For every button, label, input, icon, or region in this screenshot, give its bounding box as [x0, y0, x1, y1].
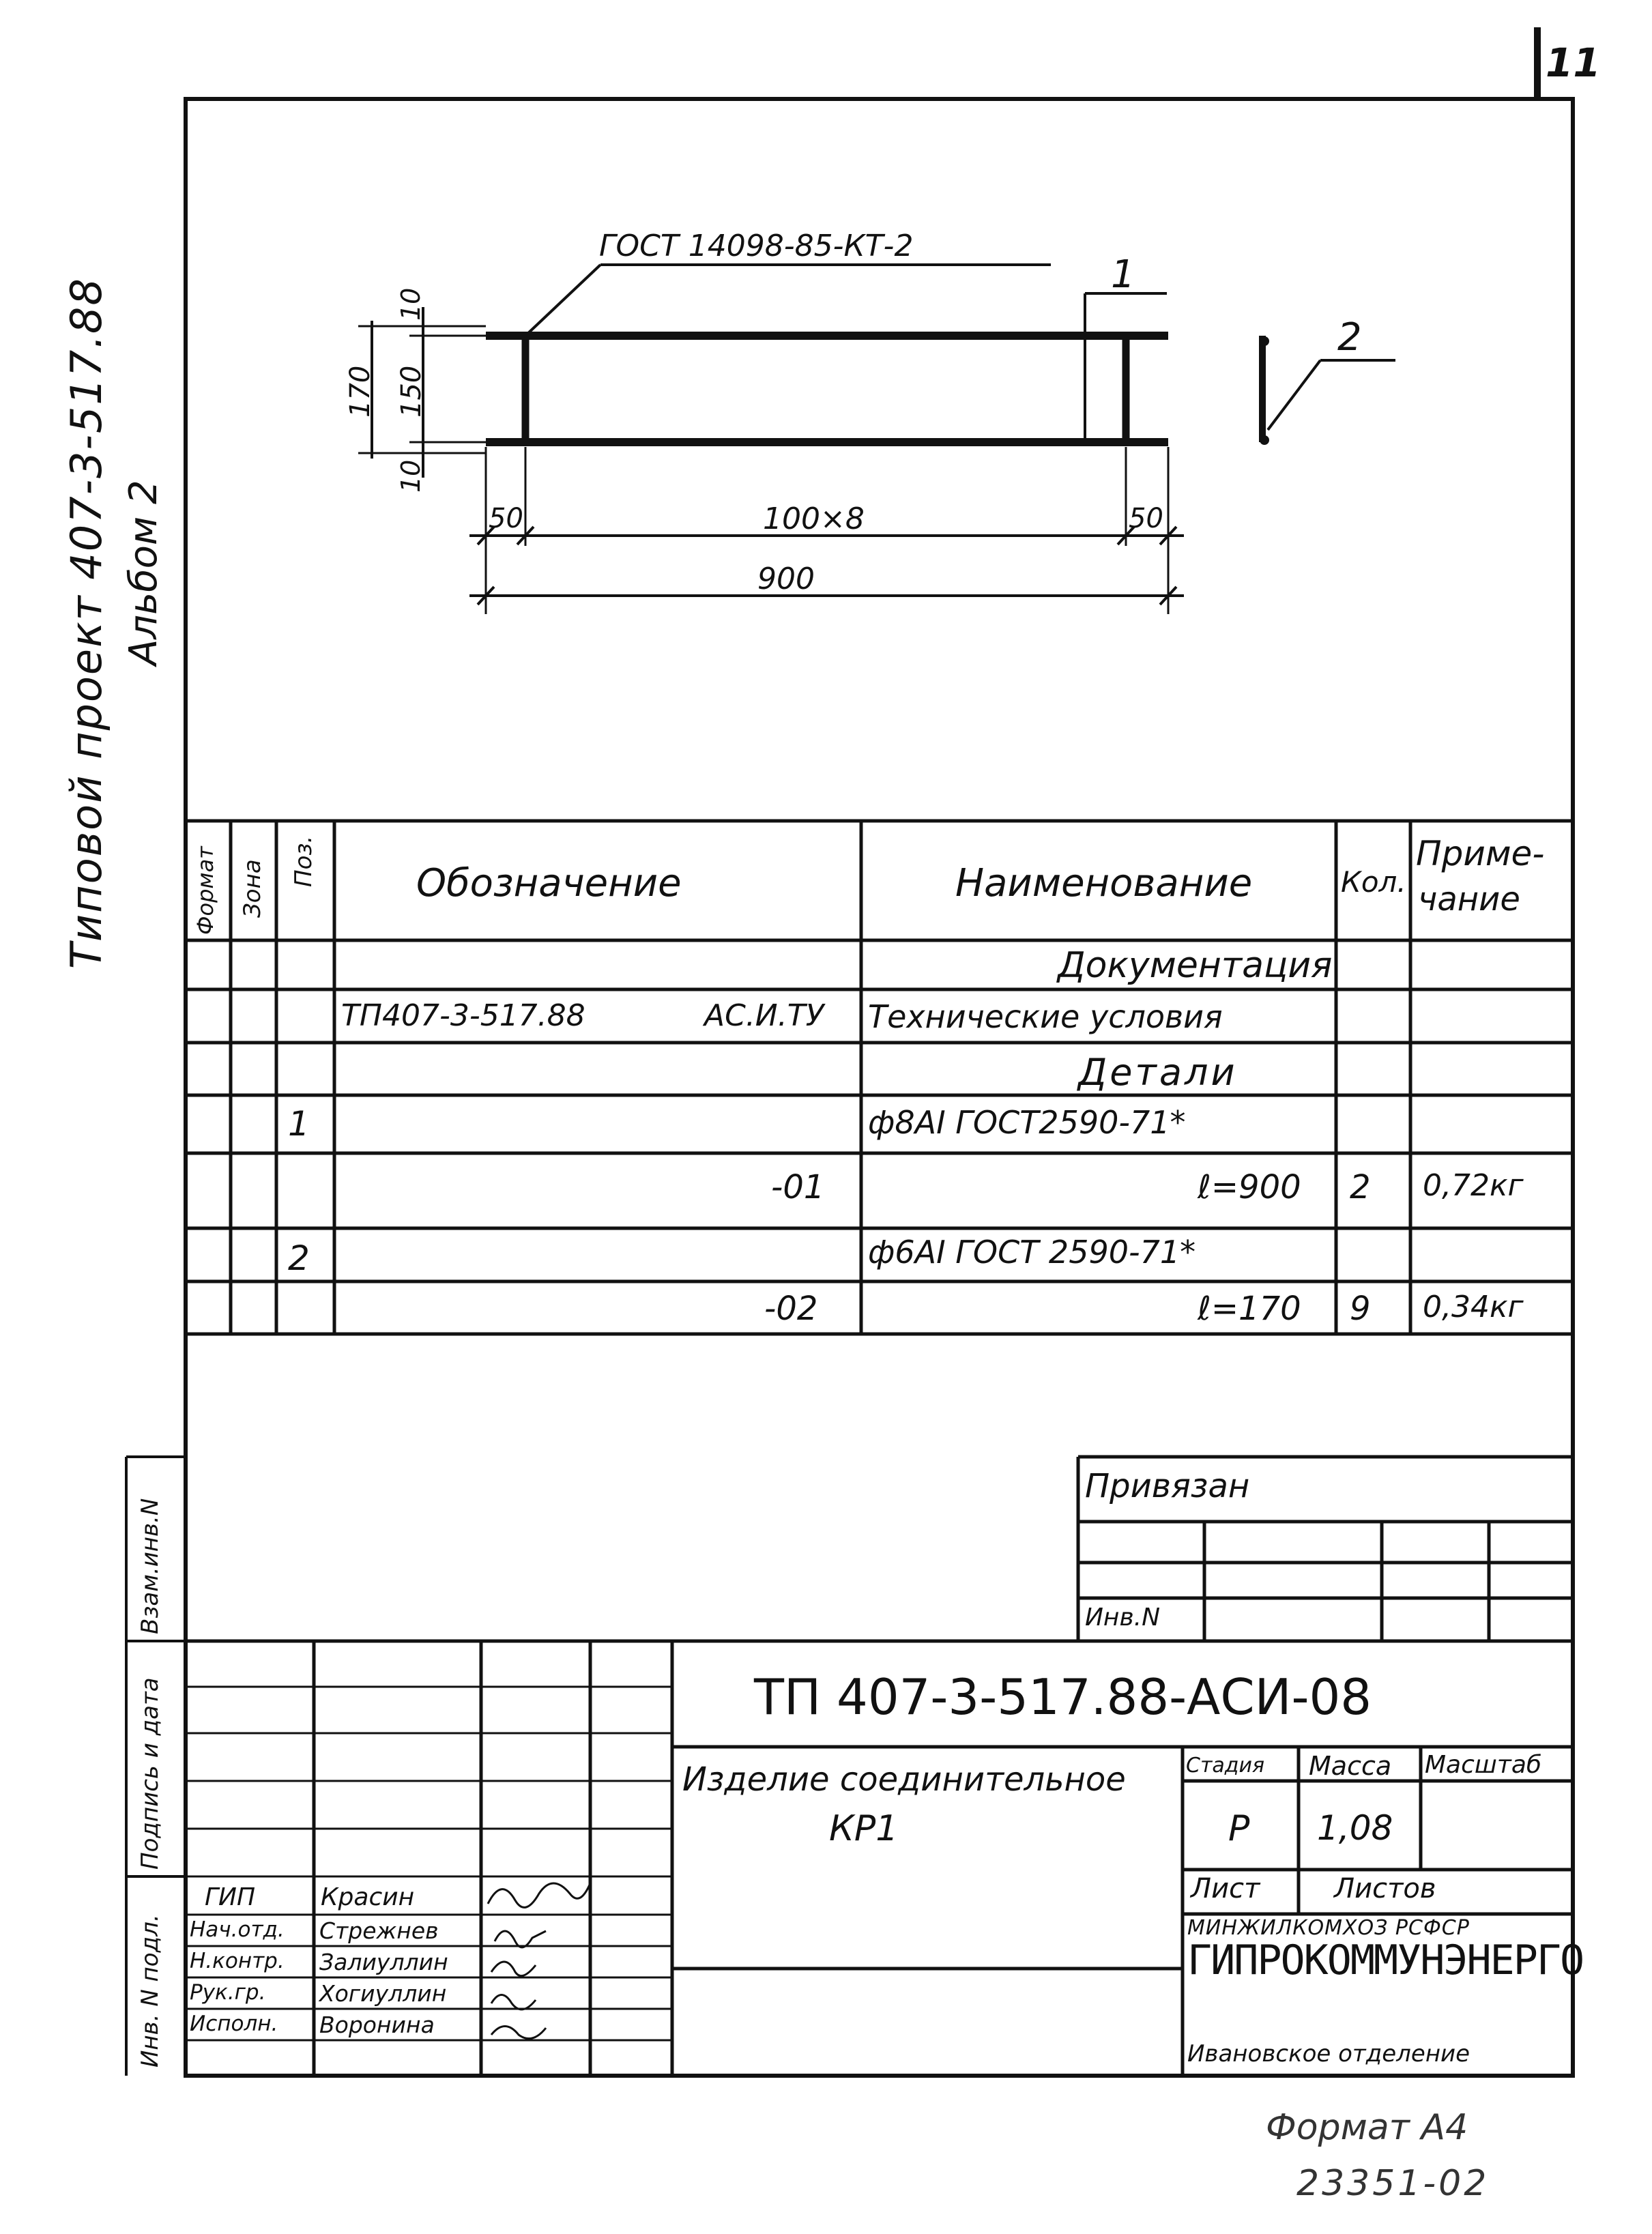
- dim-10-bottom: 10: [396, 459, 426, 493]
- scale-label: Масштаб: [1425, 1751, 1542, 1779]
- header-pos: Поз.: [290, 835, 317, 887]
- footer-format: Формат А4: [1266, 2107, 1468, 2148]
- margin-inv-podl: Инв. N подл.: [136, 1914, 164, 2068]
- dim-50-right: 50: [1129, 503, 1163, 534]
- privyazan-title: Привязан: [1085, 1467, 1250, 1505]
- row-01-length: ℓ=900: [1198, 1168, 1301, 1206]
- privyazan-inv: Инв.N: [1085, 1604, 1161, 1631]
- mass-label: Масса: [1309, 1751, 1392, 1781]
- header-format: Формат: [192, 846, 218, 935]
- header-zone: Зона: [239, 859, 266, 918]
- header-designation: Обозначение: [416, 861, 682, 905]
- row-02-length: ℓ=170: [1198, 1290, 1301, 1328]
- signer-role-1: Нач.отд.: [190, 1917, 285, 1942]
- row-designation-suffix: АС.И.ТУ: [704, 998, 824, 1033]
- org-line2: ГИПРОКОММУНЭНЕРГО: [1187, 1936, 1584, 1984]
- header-note-2: чание: [1418, 880, 1520, 918]
- signer-name-2: Залиуллин: [319, 1949, 448, 1975]
- header-qty: Кол.: [1341, 865, 1406, 899]
- signer-name-1: Стрежнев: [319, 1917, 439, 1944]
- signer-name-4: Воронина: [319, 2012, 435, 2038]
- title-name-line2: КР1: [829, 1808, 899, 1849]
- row-designation-tp: ТП407-3-517.88: [341, 998, 585, 1033]
- row-details: Детали: [1078, 1051, 1238, 1094]
- row-pos-1: 1: [288, 1104, 310, 1144]
- signer-role-2: Н.контр.: [190, 1949, 285, 1973]
- mass-value: 1,08: [1317, 1808, 1393, 1848]
- row-02-designation: -02: [764, 1290, 818, 1328]
- dim-150: 150: [396, 365, 427, 418]
- signer-name-0: Красин: [321, 1883, 415, 1911]
- sheet-number: 11: [1546, 40, 1601, 86]
- dim-50-left: 50: [489, 503, 523, 534]
- row-tech-conditions: Технические условия: [868, 998, 1223, 1035]
- org-line1: МИНЖИЛКОМХОЗ РСФСР: [1187, 1916, 1470, 1940]
- side-caption-line2: Альбом 2: [121, 480, 166, 665]
- row-01-qty: 2: [1350, 1168, 1371, 1206]
- leader-2-label: 2: [1337, 315, 1362, 360]
- org-line3: Ивановское отделение: [1187, 2040, 1470, 2068]
- signer-role-3: Рук.гр.: [190, 1980, 266, 2005]
- header-note-1: Приме-: [1416, 834, 1545, 873]
- leader-1-label: 1: [1111, 252, 1135, 297]
- row-01-designation: -01: [771, 1168, 825, 1206]
- dim-900: 900: [757, 562, 815, 596]
- dim-10-top: 10: [396, 287, 426, 321]
- weld-gost-label: ГОСТ 14098-85-КТ-2: [599, 229, 914, 263]
- margin-vzam-inv: Взам.инв.N: [136, 1498, 164, 1634]
- sheets-label: Листов: [1334, 1873, 1436, 1904]
- signer-role-4: Исполн.: [190, 2012, 278, 2036]
- footer-number: 23351-02: [1296, 2163, 1490, 2204]
- signer-name-3: Хогиуллин: [319, 1980, 447, 2007]
- row-documentation: Документация: [1058, 945, 1333, 986]
- margin-podpis-data: Подпись и дата: [136, 1677, 164, 1870]
- doc-code: ТП 407-3-517.88-АСИ-08: [754, 1668, 1372, 1726]
- row-02-qty: 9: [1350, 1290, 1371, 1328]
- dim-100x8: 100×8: [763, 502, 865, 536]
- stage-label: Стадия: [1186, 1754, 1265, 1778]
- row-01-note: 0,72кг: [1423, 1168, 1524, 1203]
- side-caption-line1: Типовой проект 407-3-517.88: [61, 277, 111, 969]
- row-pos-2: 2: [288, 1238, 310, 1278]
- row-f6-gost: ф6АI ГОСТ 2590-71*: [868, 1234, 1196, 1271]
- row-02-note: 0,34кг: [1423, 1290, 1524, 1324]
- header-name: Наименование: [955, 861, 1253, 905]
- dim-170: 170: [345, 365, 376, 418]
- row-f8-gost: ф8АI ГОСТ2590-71*: [868, 1104, 1186, 1141]
- stage-value: Р: [1228, 1808, 1250, 1849]
- sheet-label: Лист: [1191, 1873, 1260, 1904]
- title-name-line1: Изделие соединительное: [682, 1760, 1126, 1799]
- signer-role-0: ГИП: [205, 1883, 256, 1911]
